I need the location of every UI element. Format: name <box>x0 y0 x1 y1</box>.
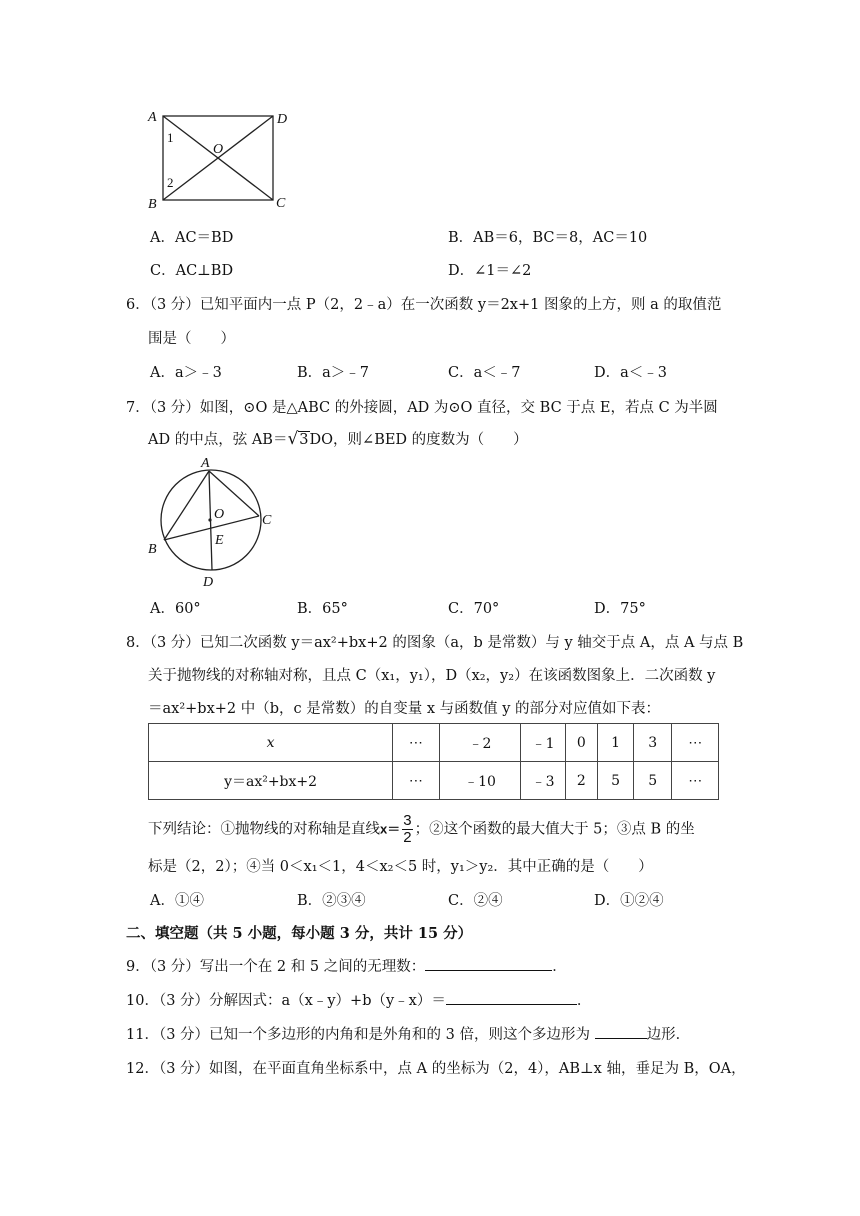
q8-line-2: 关于抛物线的对称轴对称，且点 C（x₁，y₁），D（x₂，y₂）在该函数图象上．二次函数 y <box>148 668 716 684</box>
value-table <box>148 723 719 800</box>
label-d: D <box>203 575 214 590</box>
table-cell: ﹣2 <box>439 724 521 762</box>
table-cell: 3 <box>634 724 672 762</box>
q5-option-c: C．AC⊥BD <box>150 263 234 279</box>
q11-line <box>126 1023 690 1044</box>
table-cell: 1 <box>597 724 633 762</box>
q10-period: ． <box>576 993 592 1009</box>
table-row-y <box>149 762 719 800</box>
q6-option-c: C．a＜﹣7 <box>448 365 521 381</box>
q8-option-a: A．①④ <box>150 893 204 909</box>
table-cell: ﹣3 <box>521 762 565 800</box>
q8-frac-lhs: x＝ <box>380 821 401 837</box>
circle-figure <box>140 452 290 592</box>
rectangle-figure <box>140 104 300 214</box>
q7-option-b: B．65° <box>297 601 348 617</box>
q10-text: 10．（3 分）分解因式：a（x﹣y）+b（y﹣x）＝ <box>126 993 446 1009</box>
q8-line-3: ＝ax²+bx+2 中（b，c 是常数）的自变量 x 与函数值 y 的部分对应值如下表： <box>148 701 661 717</box>
label-angle-2: 2 <box>167 175 174 190</box>
q6-option-a: A．a＞﹣3 <box>150 365 222 381</box>
q6-line-1: 6．（3 分）已知平面内一点 P（2，2﹣a）在一次函数 y＝2x+1 图象的上方，则 a 的取值范 <box>126 297 722 313</box>
q7-option-c: C．70° <box>448 601 500 617</box>
section-heading: 二、填空题（共 5 小题，每小题 3 分，共计 15 分） <box>126 925 473 942</box>
q8-concl-after: ；②这个函数的最大值大于 5；③点 B 的坐 <box>414 821 695 838</box>
q7-option-d: D．75° <box>594 601 646 617</box>
table-cell: ﹣10 <box>439 762 521 800</box>
q11-text-after: 边形． <box>646 1027 691 1043</box>
table-cell: 2 <box>565 762 597 800</box>
table-cell: ⋯ <box>393 762 440 800</box>
q7-line-1: 7．（3 分）如图，⊙O 是△ABC 的外接圆，AD 为⊙O 直径，交 BC 于点 E，若点 C 为半圆 <box>126 400 718 416</box>
fraction-numerator: 3 <box>403 812 412 829</box>
q11-text-before: 11．（3 分）已知一个多边形的内角和是外角和的 3 倍，则这个多边形为 <box>126 1027 595 1043</box>
q5-option-a: A．AC＝BD <box>150 230 234 246</box>
q8-concl-before: 下列结论：①抛物线的对称轴是直线 <box>148 821 380 838</box>
q8-option-c: C．②④ <box>448 893 503 909</box>
q7-line-2-before: AD 的中点，弦 AB＝ <box>148 432 288 448</box>
q8-conclusions-line-1 <box>148 813 695 846</box>
chord-ab <box>164 471 209 540</box>
fraction-denominator: 2 <box>403 829 412 846</box>
table-cell: x <box>149 724 393 762</box>
label-e: E <box>215 533 224 548</box>
q8-conclusions-line-2: 标是（2，2）；④当 0＜x₁＜1，4＜x₂＜5 时，y₁＞y₂．其中正确的是（ ） <box>148 859 653 875</box>
label-c: C <box>262 513 272 528</box>
table-cell: ⋯ <box>672 724 719 762</box>
q5-option-d: D．∠1＝∠2 <box>448 263 532 279</box>
label-o: O <box>213 142 224 157</box>
q10-line <box>126 989 591 1010</box>
q7-line-2 <box>148 428 528 449</box>
q9-period: ． <box>552 959 567 975</box>
q9-answer-blank[interactable] <box>425 956 552 971</box>
q10-answer-blank[interactable] <box>446 990 577 1005</box>
q5-option-b: B．AB＝6，BC＝8，AC＝10 <box>448 230 648 246</box>
q7-line-2-after: DO，则∠BED 的度数为（ ） <box>309 432 528 448</box>
label-a: A <box>148 110 157 125</box>
sqrt-sign: √ <box>287 429 299 449</box>
label-o: O <box>214 507 225 522</box>
table-cell: ⋯ <box>393 724 440 762</box>
q6-option-b: B．a＞﹣7 <box>297 365 370 381</box>
table-cell: 0 <box>565 724 597 762</box>
table-cell: ⋯ <box>672 762 719 800</box>
q7-sqrt-radicand: 3 <box>299 432 309 448</box>
label-c: C <box>276 196 286 211</box>
q8-option-b: B．②③④ <box>297 893 366 909</box>
label-b: B <box>148 197 157 212</box>
label-b: B <box>148 542 157 557</box>
q12-line-1: 12．（3 分）如图，在平面直角坐标系中，点 A 的坐标为（2，4），AB⊥x 轴，垂足为 B，OA， <box>126 1061 746 1077</box>
label-d: D <box>277 112 288 127</box>
label-angle-1: 1 <box>167 130 174 145</box>
q8-line-1: 8．（3 分）已知二次函数 y＝ax²+bx+2 的图象（a，b 是常数）与 y 轴交于点 A，点 A 与点 B <box>126 635 744 651</box>
q6-option-d: D．a＜﹣3 <box>594 365 667 381</box>
q11-answer-blank[interactable] <box>595 1024 647 1039</box>
center-point <box>208 518 211 521</box>
table-cell: y＝ax²+bx+2 <box>149 762 393 800</box>
table-cell: ﹣1 <box>521 724 565 762</box>
q9-text: 9．（3 分）写出一个在 2 和 5 之间的无理数： <box>126 959 426 975</box>
q6-line-2: 围是（ ） <box>148 331 235 347</box>
q7-option-a: A．60° <box>150 601 201 617</box>
table-cell: 5 <box>597 762 633 800</box>
label-a: A <box>201 456 210 471</box>
table-row-x <box>149 724 719 762</box>
fraction <box>402 813 412 846</box>
q8-option-d: D．①②④ <box>594 893 664 909</box>
table-cell: 5 <box>634 762 672 800</box>
q9-line <box>126 955 567 976</box>
